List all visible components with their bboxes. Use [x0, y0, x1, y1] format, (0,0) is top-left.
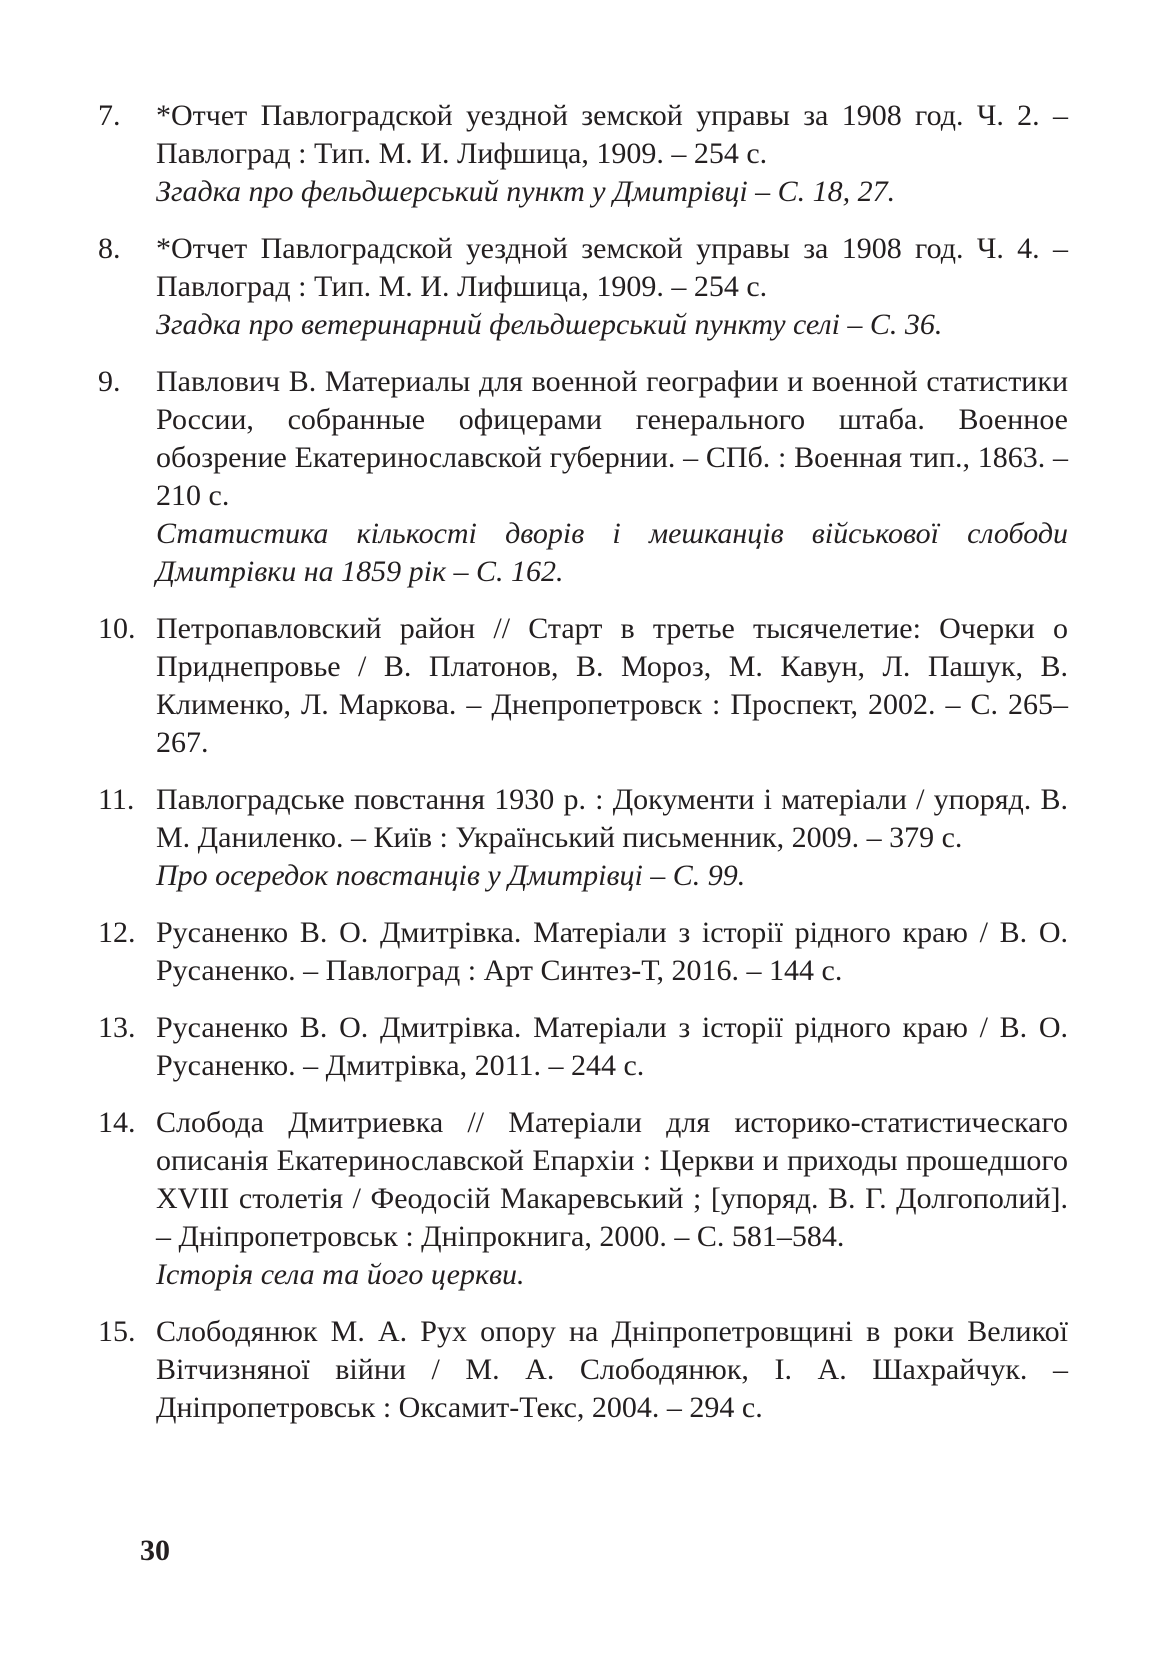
entry-text: *Отчет Павлоградской уездной земской управы за 1908 год. Ч. 2. – Павлоград : Тип. М. И. Лифшица, 1909. – 254 с. [156, 99, 1068, 170]
entry-note: Згадка про ветеринарний фельдшерський пункту селі – С. 36. [156, 308, 943, 341]
bibliography-entry-8 [98, 230, 1068, 344]
entry-number: 14. [98, 1106, 136, 1139]
entry-text: Павлоградське повстання 1930 р. : Документи і матеріали / упоряд. В. М. Даниленко. – Київ : Український письменник, 2009. – 379 с. [156, 783, 1068, 854]
entry-number: 12. [98, 916, 136, 949]
bibliography-entry-7 [98, 97, 1068, 211]
page-number: 30 [140, 1534, 170, 1567]
bibliography-entry-14 [98, 1104, 1068, 1294]
bibliography-entry-11 [98, 781, 1068, 895]
entry-number: 10. [98, 612, 136, 645]
entry-text: Русаненко В. О. Дмитрівка. Матеріали з історії рідного краю / В. О. Русаненко. – Павлоград : Арт Синтез-Т, 2016. – 144 с. [156, 916, 1068, 987]
entry-number: 9. [98, 365, 121, 398]
entry-text: Русаненко В. О. Дмитрівка. Матеріали з історії рідного краю / В. О. Русаненко. – Дмитрівка, 2011. – 244 с. [156, 1011, 1068, 1082]
bibliography-entry-13 [98, 1009, 1068, 1085]
entry-text: Слободянюк М. А. Рух опору на Дніпропетровщині в роки Великої Вітчизняної війни / М. А. Слободянюк, І. А. Шахрайчук. – Дніпропетровськ : Оксамит-Текс, 2004. – 294 с. [156, 1315, 1068, 1424]
entry-text: Слобода Дмитриевка // Матеріали для историко-статистическаго описанія Екатеринославской Епархіи : Церкви и приходы прошедшого XVIII столетія / Феодосій Макаревський ; [упоряд. В. Г. Долгополий]. – Дніпропетровськ : Дніпрокнига, 2000. – С. 581–584. [156, 1106, 1068, 1253]
bibliography-list [98, 97, 1068, 1446]
entry-number: 8. [98, 232, 121, 265]
entry-text: Павлович В. Материалы для военной географии и военной статистики России, собранные офицерами генерального штаба. Военное обозрение Екатеринославской губернии. – СПб. : Военная тип., 1863. – 210 с. [156, 365, 1068, 512]
entry-note: Статистика кількості дворів і мешканців військової слободи Дмитрівки на 1859 рік – С. 162. [156, 517, 1068, 588]
entry-number: 13. [98, 1011, 136, 1044]
bibliography-entry-15 [98, 1313, 1068, 1427]
entry-note: Про осередок повстанців у Дмитрівці – С. 99. [156, 859, 746, 892]
entry-note: Історія села та його церкви. [156, 1258, 525, 1291]
bibliography-entry-12 [98, 914, 1068, 990]
entry-text: Петропавловский район // Старт в третье тысячелетие: Очерки о Приднепровье / В. Платонов, В. Мороз, М. Кавун, Л. Пашук, В. Клименко, Л. Маркова. – Днепропетровск : Проспект, 2002. – С. 265–267. [156, 612, 1068, 759]
entry-number: 15. [98, 1315, 136, 1348]
entry-number: 7. [98, 99, 121, 132]
bibliography-entry-9 [98, 363, 1068, 591]
entry-number: 11. [98, 783, 135, 816]
entry-text: *Отчет Павлоградской уездной земской управы за 1908 год. Ч. 4. – Павлоград : Тип. М. И. Лифшица, 1909. – 254 с. [156, 232, 1068, 303]
entry-note: Згадка про фельдшерський пункт у Дмитрівці – С. 18, 27. [156, 175, 896, 208]
bibliography-entry-10 [98, 610, 1068, 762]
